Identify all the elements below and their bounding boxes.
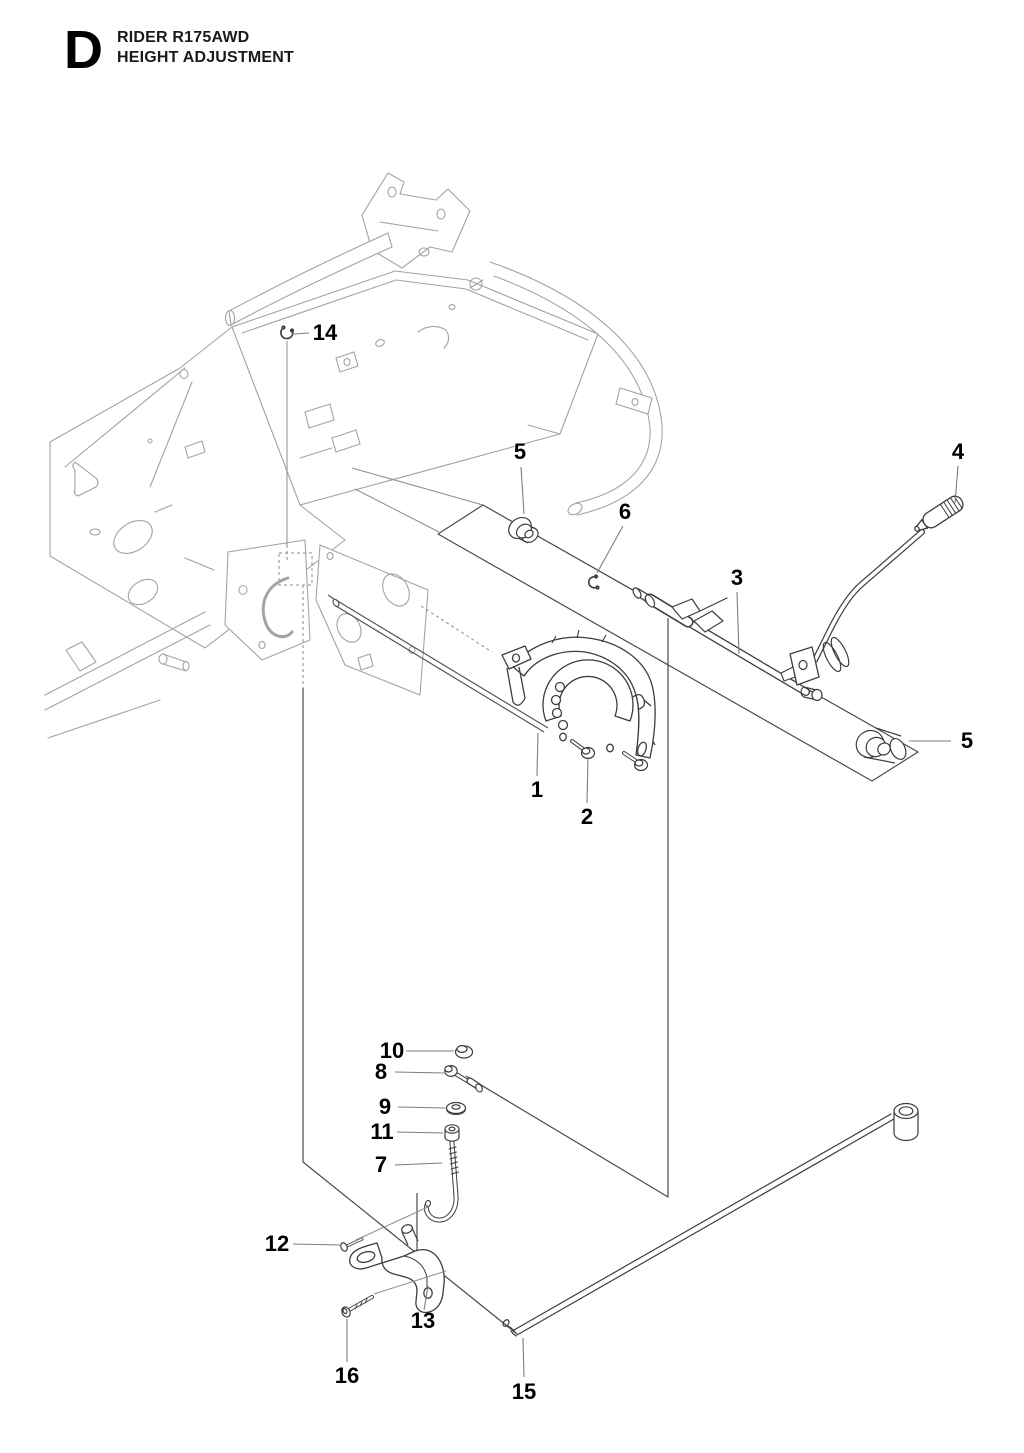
part-4-lever-grip bbox=[911, 493, 966, 536]
callout-label-13: 13 bbox=[410, 1308, 436, 1333]
part-1-height-quadrant bbox=[502, 630, 655, 758]
part-7-hook-rod bbox=[425, 1143, 459, 1220]
callout-label-5: 5 bbox=[513, 439, 527, 464]
part-9-washer bbox=[447, 1103, 466, 1115]
callout-label-16: 16 bbox=[334, 1363, 360, 1388]
callout-label-8: 8 bbox=[374, 1059, 388, 1084]
callout-label-12: 12 bbox=[264, 1231, 290, 1256]
callout-label-15: 15 bbox=[511, 1379, 537, 1404]
diagram-title: HEIGHT ADJUSTMENT bbox=[117, 48, 295, 66]
part-10-nut bbox=[456, 1046, 473, 1058]
callout-label-2: 2 bbox=[580, 804, 594, 829]
callout-label-9: 9 bbox=[378, 1094, 392, 1119]
callout-leader-lines bbox=[293, 333, 958, 1377]
callout-label-4: 4 bbox=[951, 439, 965, 464]
callout-label-10: 10 bbox=[379, 1038, 405, 1063]
part-3-adjustment-shaft bbox=[631, 532, 922, 701]
part-5-bushing-top bbox=[505, 513, 541, 545]
part-16-screw bbox=[340, 1297, 372, 1318]
callout-label-3: 3 bbox=[730, 565, 744, 590]
callout-label-14: 14 bbox=[312, 320, 338, 345]
part-8-bolt bbox=[445, 1066, 484, 1094]
callout-label-11: 11 bbox=[370, 1119, 394, 1144]
part-6-retainer-clip bbox=[589, 575, 599, 589]
model-name: RIDER R175AWD bbox=[117, 29, 250, 46]
callout-label-7: 7 bbox=[374, 1152, 388, 1177]
callout-label-6: 6 bbox=[618, 499, 632, 524]
chassis-frame bbox=[45, 173, 662, 738]
callout-label-1: 1 bbox=[530, 777, 544, 802]
callout-label-5: 5 bbox=[960, 728, 974, 753]
part-15-adjuster-rod bbox=[502, 1104, 918, 1337]
part-11-flanged-nut bbox=[445, 1125, 459, 1141]
section-letter: D bbox=[64, 20, 103, 80]
